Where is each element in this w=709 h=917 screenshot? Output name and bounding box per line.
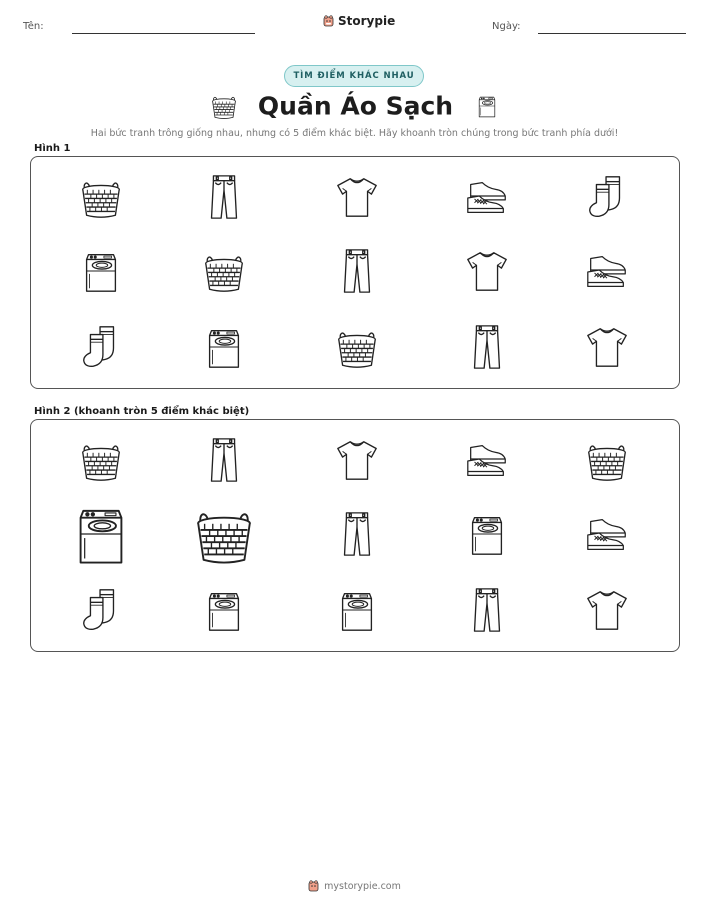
t-shirt-icon[interactable] (333, 173, 381, 221)
date-line[interactable] (538, 33, 686, 34)
picture-1-label: Hình 1 (34, 143, 71, 154)
t-shirt-icon[interactable] (583, 586, 631, 634)
pants-icon[interactable] (200, 436, 248, 484)
t-shirt-icon[interactable] (463, 247, 511, 295)
washing-machine-icon[interactable] (200, 323, 248, 371)
pants-icon[interactable] (463, 586, 511, 634)
brand-name: Storypie (338, 14, 396, 28)
footer (0, 880, 709, 892)
pants-icon[interactable] (333, 247, 381, 295)
picture-1-panel (30, 156, 680, 389)
pants-icon[interactable] (463, 323, 511, 371)
name-line[interactable] (72, 33, 255, 34)
washing-machine-icon[interactable] (333, 586, 381, 634)
socks-icon[interactable] (77, 586, 125, 634)
title-text: Quần Áo Sạch (257, 91, 454, 121)
picture-2-panel[interactable] (30, 419, 680, 652)
sneakers-icon[interactable] (583, 247, 631, 295)
footer-mascot-icon (308, 880, 319, 892)
laundry-basket-icon[interactable] (200, 247, 248, 295)
name-label: Tên: (23, 21, 44, 32)
pants-icon[interactable] (200, 173, 248, 221)
title-basket-icon (209, 91, 239, 121)
washing-machine-icon[interactable] (200, 586, 248, 634)
pants-icon[interactable] (333, 510, 381, 558)
picture-2-label: Hình 2 (khoanh tròn 5 điểm khác biệt) (34, 406, 250, 417)
laundry-basket-icon[interactable] (333, 323, 381, 371)
washing-machine-icon[interactable] (463, 510, 511, 558)
t-shirt-icon[interactable] (583, 323, 631, 371)
title-washing-machine-icon (474, 93, 500, 119)
sneakers-icon[interactable] (463, 436, 511, 484)
instructions: Hai bức tranh trông giống nhau, nhưng có 5 điểm khác biệt. Hãy khoanh tròn chúng trong bức tranh phía dưới! (90, 128, 619, 139)
date-label: Ngày: (492, 21, 521, 32)
socks-icon[interactable] (583, 173, 631, 221)
laundry-basket-icon[interactable] (77, 173, 125, 221)
storypie-mascot-icon (323, 15, 334, 27)
laundry-basket-icon[interactable] (190, 500, 258, 568)
brand-logo (323, 14, 395, 28)
laundry-basket-icon[interactable] (77, 436, 125, 484)
washing-machine-icon[interactable] (77, 247, 125, 295)
t-shirt-icon[interactable] (333, 436, 381, 484)
activity-badge: TÌM ĐIỂM KHÁC NHAU (284, 65, 424, 87)
laundry-basket-icon[interactable] (583, 436, 631, 484)
socks-icon[interactable] (77, 323, 125, 371)
washing-machine-icon[interactable] (67, 500, 135, 568)
footer-site: mystorypie.com (324, 880, 401, 892)
sneakers-icon[interactable] (463, 173, 511, 221)
page-title (0, 90, 709, 121)
sneakers-icon[interactable] (583, 510, 631, 558)
